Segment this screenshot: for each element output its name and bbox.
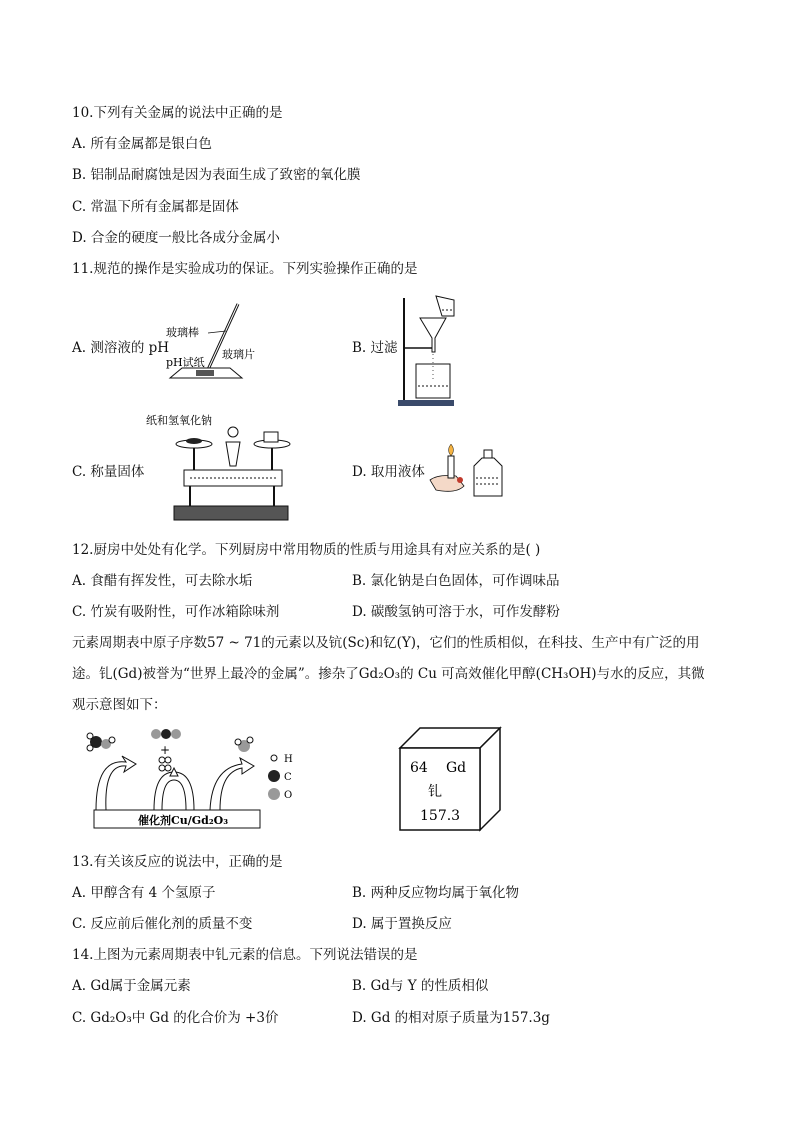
legend-o: O — [284, 790, 293, 801]
q13-option-a: A. 甲醇含有 4 个氢原子 — [72, 885, 216, 901]
methanol-molecule — [87, 733, 115, 751]
ph-test-figure — [160, 298, 272, 384]
paper-naoh-label: 纸和氢氧化钠 — [146, 414, 212, 427]
element-symbol: Gd — [446, 760, 467, 776]
glass-plate-label: 玻璃片 — [222, 348, 255, 361]
balance-figure — [146, 410, 294, 528]
reaction-microscopic-figure — [82, 728, 308, 832]
q13-option-c: C. 反应前后催化剂的质量不变 — [72, 916, 253, 932]
q12-option-b: B. 氯化钠是白色固体，可作调味品 — [352, 573, 560, 589]
q10-option-d: D. 合金的硬度一般比各成分金属小 — [72, 230, 280, 246]
legend-h: H — [284, 754, 293, 765]
element-mass: 157.3 — [420, 808, 461, 824]
q10-option-b: B. 铝制品耐腐蚀是因为表面生成了致密的氧化膜 — [72, 167, 361, 183]
q11-stem: 11.规范的操作是实验成功的保证。下列实验操作正确的是 — [72, 261, 418, 277]
passage-line-3: 观示意图如下： — [72, 697, 167, 713]
catalyst-label: 催化剂Cu/Gd₂O₃ — [138, 814, 229, 827]
q12-option-d: D. 碳酸氢钠可溶于水，可作发酵粉 — [352, 604, 560, 620]
glass-rod-label: 玻璃棒 — [166, 326, 199, 339]
q14-option-a: A. Gd属于金属元素 — [72, 978, 191, 994]
ph-paper-label: pH试纸 — [166, 356, 205, 369]
passage-line-2: 途。钆(Gd)被誉为“世界上最冷的金属”。掺杂了Gd₂O₃的 Cu 可高效催化甲醇(CH₃OH)与水的反应，其微 — [72, 666, 705, 682]
q14-option-b: B. Gd与 Y 的性质相似 — [352, 978, 489, 994]
q10-option-a: A. 所有金属都是银白色 — [72, 136, 212, 152]
q12-stem: 12.厨房中处处有化学。下列厨房中常用物质的性质与用途具有对应关系的是( ) — [72, 542, 541, 558]
q10-stem: 10.下列有关金属的说法中正确的是 — [72, 105, 283, 121]
element-name: 钆 — [428, 784, 442, 800]
q11-option-a: A. 测溶液的 pH — [72, 340, 170, 356]
q11-option-c: C. 称量固体 — [72, 464, 145, 480]
q10-option-c: C. 常温下所有金属都是固体 — [72, 199, 239, 215]
q14-option-c: C. Gd₂O₃中 Gd 的化合价为 +3价 — [72, 1010, 279, 1026]
element-card-gd — [398, 726, 502, 834]
atom-legend — [268, 754, 293, 801]
q12-option-a: A. 食醋有挥发性，可去除水垢 — [72, 573, 253, 589]
element-number: 64 — [410, 760, 428, 776]
water-molecule — [235, 737, 253, 752]
q12-option-c: C. 竹炭有吸附性，可作冰箱除味剂 — [72, 604, 280, 620]
q13-option-b: B. 两种反应物均属于氧化物 — [352, 885, 520, 901]
svg-text:+: + — [160, 743, 171, 757]
legend-c: C — [284, 772, 292, 783]
q13-stem: 13.有关该反应的说法中，正确的是 — [72, 854, 283, 870]
q11-option-b: B. 过滤 — [352, 340, 398, 356]
q14-stem: 14.上图为元素周期表中钆元素的信息。下列说法错误的是 — [72, 947, 418, 963]
product-molecules — [151, 729, 181, 771]
liquid-figure — [426, 440, 522, 500]
q13-option-d: D. 属于置换反应 — [352, 916, 452, 932]
q14-option-d: D. Gd 的相对原子质量为157.3g — [352, 1010, 550, 1026]
passage-line-1: 元素周期表中原子序数57 ~ 71的元素以及钪(Sc)和钇(Y)，它们的性质相似，在科技、生产中有广泛的用 — [72, 635, 700, 651]
filtration-figure — [396, 290, 458, 408]
q11-option-d: D. 取用液体 — [352, 464, 425, 480]
